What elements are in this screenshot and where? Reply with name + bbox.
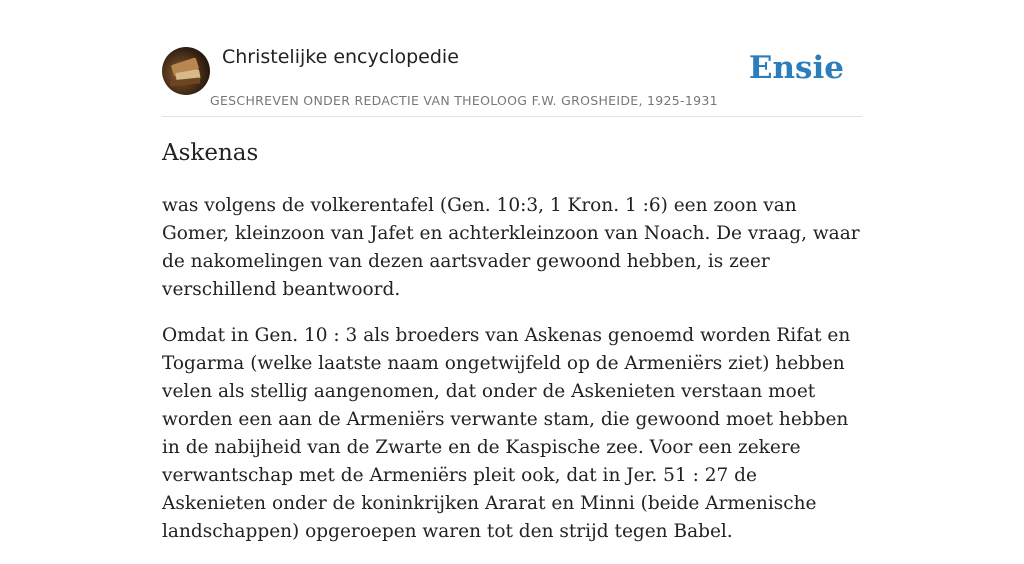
site-logo-image[interactable] xyxy=(162,47,210,95)
article-paragraph: Omdat in Gen. 10 : 3 als broeders van Askenas genoemd worden Rifat en Togarma (welke laatste naam ongetwijfeld op de Armeniërs ziet) hebben velen als stellig aangenomen, dat onder de Askenieten verstaan moet worden een aan de Armeniërs verwante stam, die gewoond moet hebben in de nabijheid van de Zwarte en de Kaspische zee. Voor een zekere verwantschap met de Armeniërs pleit ook, dat in Jer. 51 : 27 de Askenieten onder de koninkrijken Ararat en Minni (beide Armenische landschappen) opgeroepen waren tot den strijd tegen Babel. xyxy=(162,325,851,542)
logo-book-shape xyxy=(170,77,200,86)
site-header xyxy=(162,46,862,117)
article-title: Askenas xyxy=(162,140,259,166)
article-body xyxy=(162,192,862,564)
ensie-logo-link[interactable]: Ensie xyxy=(748,50,844,86)
site-subtitle: GESCHREVEN ONDER REDACTIE VAN THEOLOOG F.W. GROSHEIDE, 1925-1931 xyxy=(210,93,718,108)
site-title-link[interactable]: Christelijke encyclopedie xyxy=(222,46,459,68)
article-paragraph: was volgens de volkerentafel (Gen. 10:3, 1 Kron. 1 :6) een zoon van Gomer, kleinzoon van Jafet en achterkleinzoon van Noach. De vraag, waar de nakomelingen van dezen aartsvader gewoond hebben, is zeer verschillend beantwoord. xyxy=(162,195,860,300)
